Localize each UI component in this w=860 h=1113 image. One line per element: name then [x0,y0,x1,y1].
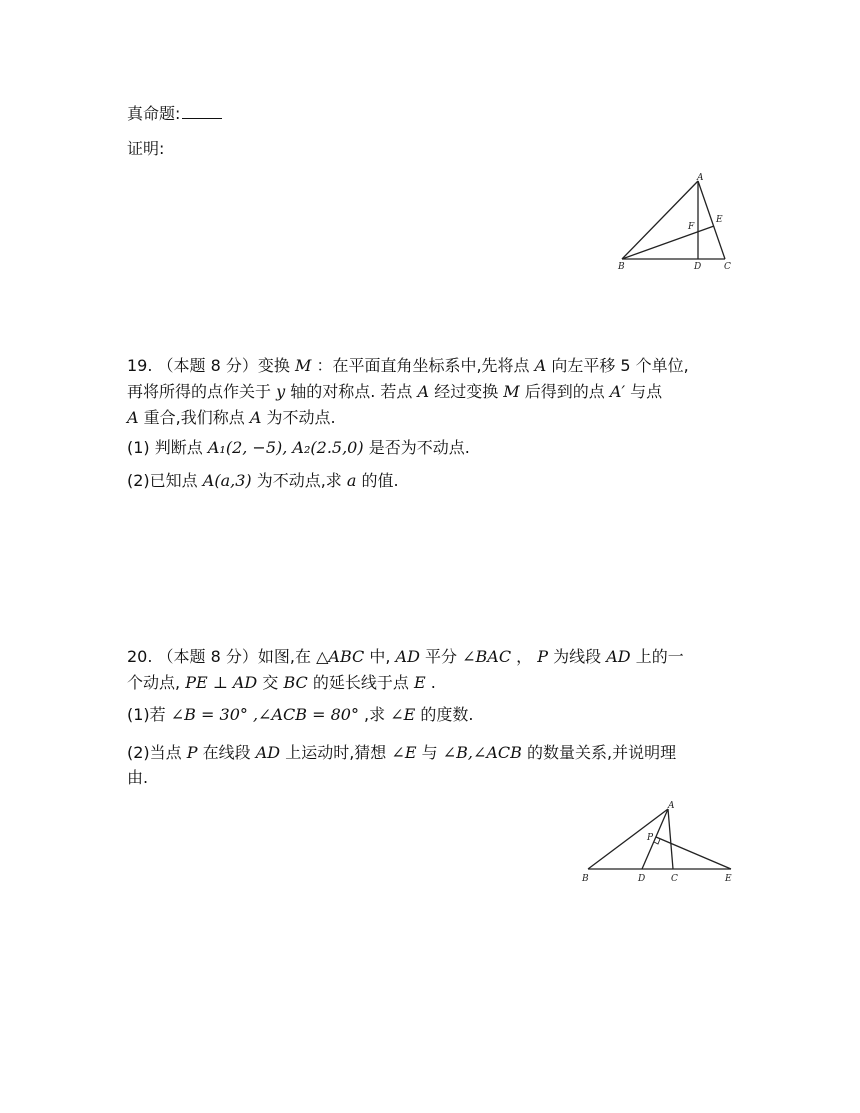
q19-line-3 [127,406,336,430]
fig1-label-e: E [716,215,723,225]
q20-seg-ad: AD [255,743,281,762]
q20-text: ,求 [364,705,386,724]
q19-var-m: M [294,356,312,375]
fig2-label-b: B [582,874,589,884]
q19-line-1 [127,354,689,378]
q19-part-2 [127,469,399,493]
q19-part2-point: A(a,3) [202,471,252,490]
q20-line-2 [127,671,436,695]
fig1-segment-ba [622,181,698,259]
q19-text: 再将所得的点作关于 [127,382,272,401]
q19-text: 是否为不动点. [368,438,470,457]
q19-var-m: M [503,382,520,401]
q19-text: 经过变换 [434,382,499,401]
fig2-label-p: P [647,833,654,843]
q19-part-1 [127,436,470,460]
fig1-label-d: D [694,262,702,272]
q20-perpendicular: PE ⊥ AD [185,673,258,692]
fig2-label-a: A [668,801,675,811]
q20-line-1 [127,645,684,669]
fig1-label-c: C [724,262,731,272]
q20-angle-e: ∠E [390,705,416,724]
q19-part1-points: A₁(2, −5), A₂(2.5,0) [207,438,364,457]
q19-text: 为不动点,求 [256,471,342,490]
q20-text: (1)若 [127,705,166,724]
fig1-label-b: B [618,262,625,272]
q19-var-a: A [534,356,547,375]
q20-text: 的度数. [420,705,474,724]
fig2-segment-ba [588,809,668,869]
q19-text: 向左平移 5 个单位, [551,356,689,375]
q20-text: 平分 [425,647,458,666]
q20-seg-ad: AD [606,647,631,666]
q20-text: 的数量关系,并说明理 [527,743,677,762]
q20-text: 上运动时,猜想 [285,743,387,762]
proof-label: 证明: [127,139,165,158]
q20-text: 中, [369,647,391,666]
q20-seg-bc: BC [283,673,308,692]
q20-angle-e: ∠E [391,743,417,762]
fig2-segment-ac [668,809,673,869]
q20-seg-ad: AD [395,647,420,666]
true-proposition-label: 真命题: [127,104,181,123]
fig2-label-c: C [671,874,678,884]
q19-var-a: A [249,408,262,427]
q19-text: (1) 判断点 [127,438,203,457]
q20-part-2-line-1 [127,741,676,765]
triangle-figure-2 [576,798,742,888]
q19-text: (2)已知点 [127,471,198,490]
fig2-label-e: E [725,874,732,884]
q20-text: 个动点, [127,673,181,692]
q19-text: 轴的对称点. 若点 [290,382,413,401]
q19-header: 19. （本题 8 分）变换 [127,356,290,375]
fig1-segment-be [622,226,714,259]
q19-var-a-lower: a [346,471,357,490]
q20-text: 为线段 [553,647,602,666]
q20-header: 20. （本题 8 分）如图,在 [127,647,311,666]
q20-text: 的延长线于点 [312,673,409,692]
q19-var-a: A [127,408,139,427]
q20-text: 与 [421,743,438,762]
q20-text: . [430,673,436,692]
fig1-label-a: A [697,173,704,183]
fig2-segment-pe [656,837,731,869]
answer-blank[interactable] [182,104,222,119]
true-proposition-line [127,102,222,126]
q19-var-y: y [276,382,286,401]
q20-part-1 [127,703,474,727]
q19-line-2 [127,380,662,404]
q20-part1-angles: ∠B = 30° ,∠ACB = 80° [170,705,359,724]
q20-text: 在线段 [202,743,251,762]
q20-text: (2)当点 [127,743,182,762]
q20-var-p: P [537,647,549,666]
fig2-label-d: D [638,874,646,884]
q19-text: 的值. [361,471,399,490]
q20-text: ， [516,647,533,666]
q20-var-p: P [186,743,198,762]
q20-part2-angles: ∠B,∠ACB [442,743,522,762]
q20-part-2-line-2: 由. [127,768,149,787]
q19-text: 后得到的点 [524,382,605,401]
q19-text: 为不动点. [266,408,336,427]
q20-text: 上的一 [635,647,684,666]
q20-angle-bac: ∠BAC [462,647,512,666]
triangle-figure-1 [612,172,752,272]
q20-text: 交 [262,673,279,692]
q19-var-a: A [417,382,430,401]
q19-text: 重合,我们称点 [143,408,245,427]
q19-text: ：在平面直角坐标系中,先将点 [316,356,530,375]
q19-text: 与点 [630,382,663,401]
q20-var-e: E [413,673,426,692]
q20-triangle: △ABC [316,647,365,666]
fig1-label-f: F [688,222,695,232]
q19-var-a-prime: A′ [609,382,626,401]
